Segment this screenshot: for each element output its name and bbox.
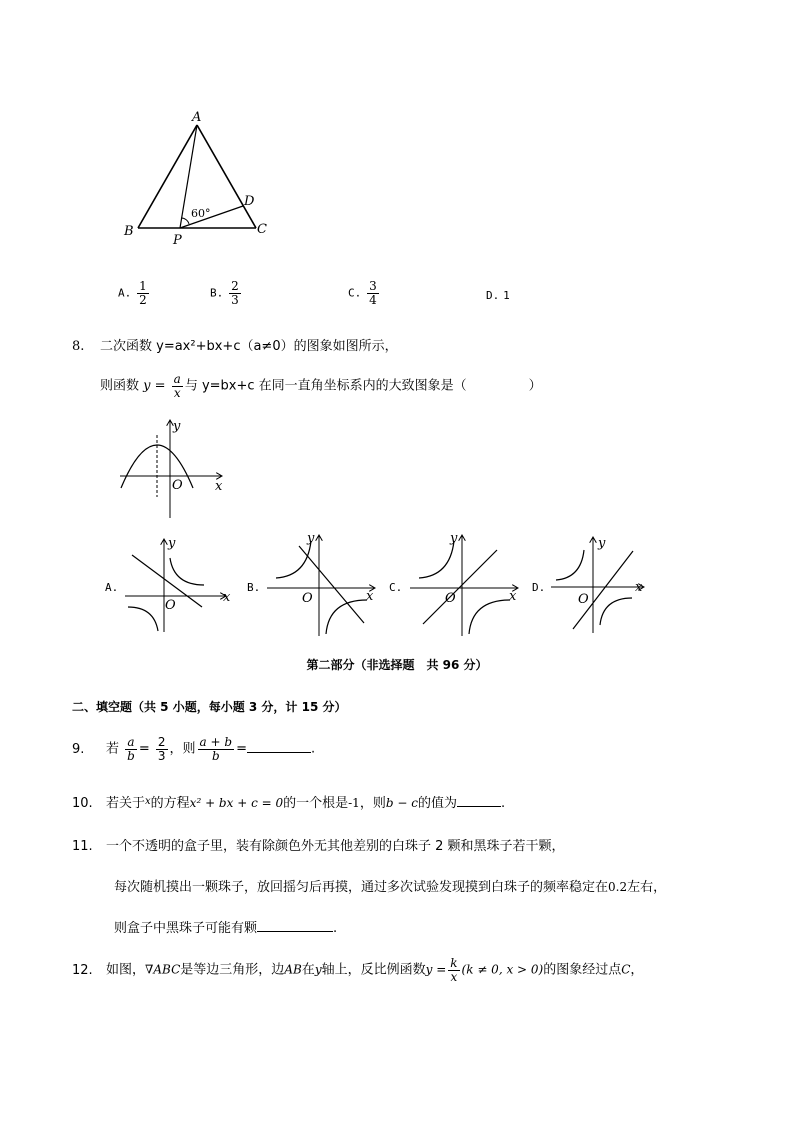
- label-p: P: [173, 233, 182, 245]
- q10: 10. 若关于$^x$的方程x² + bx + c = 0的一个根是-1，则b − c的值为 .: [72, 796, 506, 811]
- q8-option-a-label: A.: [105, 581, 119, 594]
- axis-x-label: x: [223, 590, 231, 605]
- label-b: B: [124, 224, 134, 239]
- q9-answer-blank[interactable]: [247, 742, 311, 753]
- q8-option-a-graph: [120, 535, 240, 635]
- q8-number: 8.: [72, 339, 85, 354]
- label-d: D: [244, 194, 255, 209]
- q8-option-c-graph: [405, 530, 525, 640]
- label-c: C: [257, 222, 267, 237]
- axis-y-label: y: [307, 531, 315, 546]
- axis-x-label: x: [215, 479, 223, 494]
- q8-option-b-graph: [262, 530, 382, 640]
- q7-option-a: A. $\frac{1}{2}$: [118, 279, 147, 307]
- parabola-graph: [115, 415, 230, 523]
- origin-label: O: [445, 591, 456, 606]
- axis-y-label: y: [598, 536, 606, 551]
- q12: 12. 如图，∇ABC是等边三角形，边AB在y轴上，反比例函数y = $\frac{k}{x}$ (k ≠ 0, x > 0)的图象经过点C，: [72, 956, 644, 984]
- q8-option-b-label: B.: [247, 581, 261, 594]
- q8-line1: 8. 二次函数 y=ax²+bx+c（a≠0）的图象如图所示，: [72, 339, 398, 354]
- origin-label: O: [578, 592, 589, 607]
- axis-y-label: y: [450, 531, 458, 546]
- axis-y-label: y: [173, 419, 181, 434]
- q11-line1: 11. 一个不透明的盒子里，装有除颜色外无其他差别的白珠子 2 颗和黑珠子若干颗，: [72, 839, 565, 854]
- q12-number: 12.: [72, 962, 93, 978]
- q9: 9. 若 $\frac{a}{b}$ = $\frac{2}{3}$ ，则 $\frac{a + b}{b}$ = .: [72, 735, 316, 763]
- q8-option-d-graph: [548, 533, 648, 638]
- q10-number: 10.: [72, 796, 93, 811]
- axis-y-label: y: [168, 536, 176, 551]
- angle-label: 60°: [191, 207, 211, 220]
- label-a: A: [192, 110, 202, 125]
- axis-x-label: x: [635, 580, 643, 595]
- q11-number: 11.: [72, 839, 93, 854]
- part2-title: 第二部分（非选择题 共 96 分）: [306, 658, 488, 672]
- q8-line2: 则函数 y = $\frac{a}{x}$ 与 y=bx+c 在同一直角坐标系内的大致图象是（ ）: [100, 372, 542, 400]
- origin-label: O: [165, 598, 176, 613]
- q11-line2: 每次随机摸出一颗珠子，放回摇匀后再摸，通过多次试验发现摸到白珠子的频率稳定在0.2左右，: [114, 880, 667, 895]
- q9-number: 9.: [72, 741, 85, 757]
- q7-option-d: D. 1: [486, 289, 510, 302]
- section2-header: 二、填空题（共 5 小题，每小题 3 分，计 15 分）: [72, 700, 347, 714]
- q8-option-d-label: D.: [532, 581, 546, 594]
- axis-x-label: x: [509, 589, 517, 604]
- q11-line3: 则盒子中黑珠子可能有颗 .: [114, 921, 338, 936]
- q11-answer-blank[interactable]: [257, 921, 333, 932]
- origin-label: O: [302, 591, 313, 606]
- q10-answer-blank[interactable]: [457, 796, 501, 807]
- q7-option-c: C. $\frac{3}{4}$: [348, 279, 377, 307]
- q8-option-c-label: C.: [389, 581, 403, 594]
- origin-label: O: [172, 478, 183, 493]
- axis-x-label: x: [366, 589, 374, 604]
- triangle-figure: [118, 105, 278, 245]
- q7-option-b: B. $\frac{2}{3}$: [210, 279, 239, 307]
